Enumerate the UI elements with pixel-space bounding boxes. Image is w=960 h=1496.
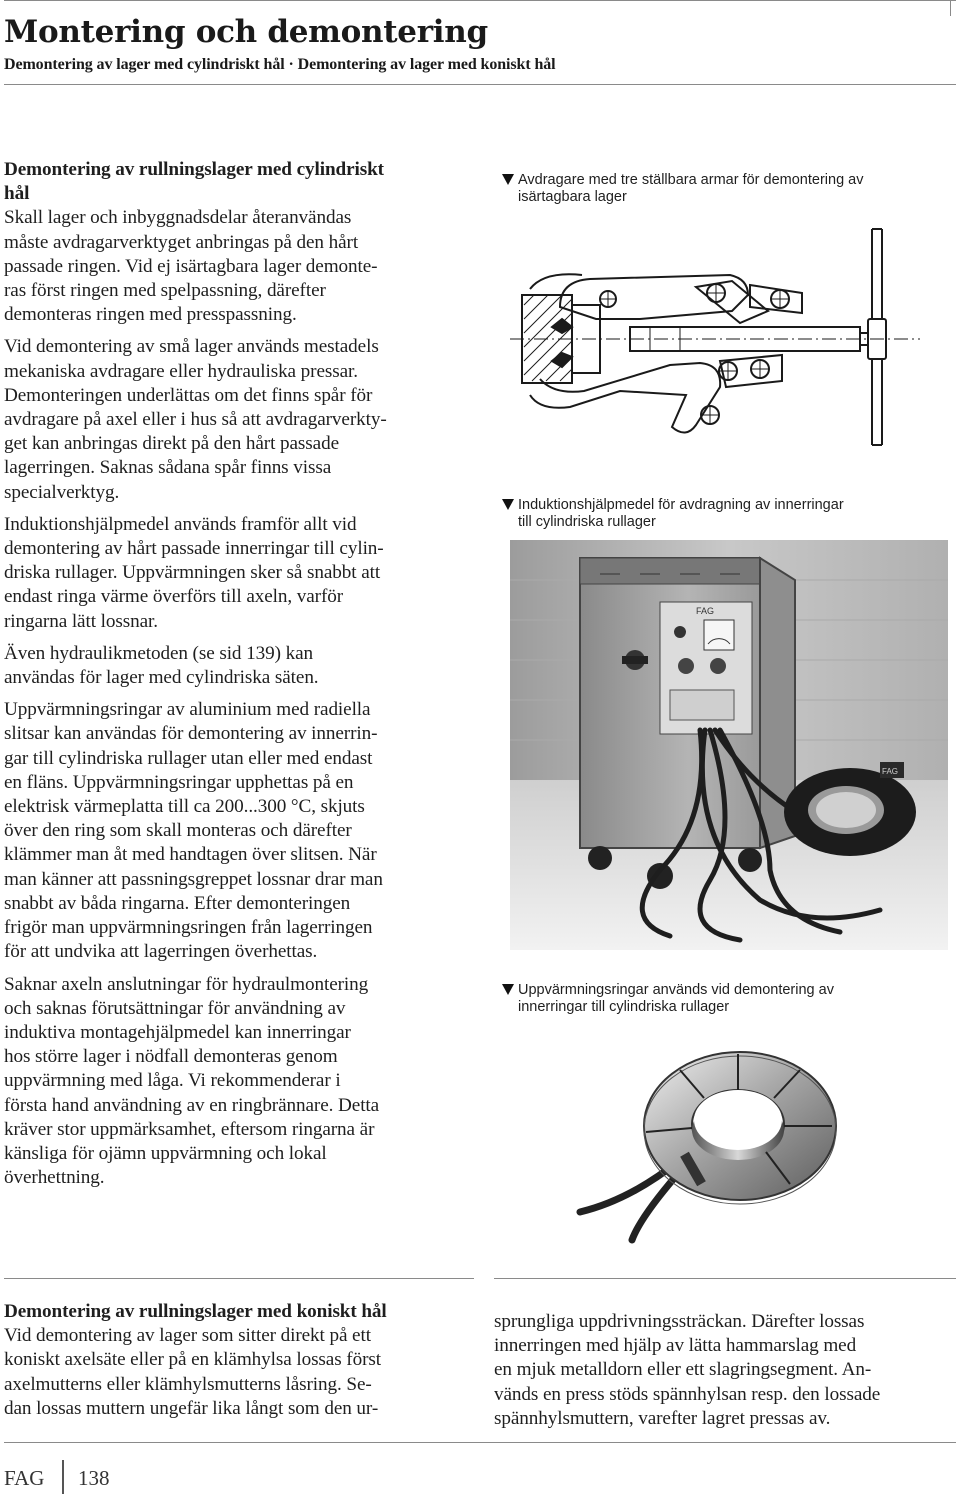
caption-line: Avdragare med tre ställbara armar för demontering av [518, 172, 864, 188]
text-line: mekaniska avdragare eller hydrauliska pressar. [4, 360, 358, 382]
text-line: dan lossas muttern ungefär lika långt som den ur- [4, 1397, 379, 1419]
text-line: första hand användning av en ringbrännare. Detta [4, 1094, 380, 1116]
text-line: hos större lager i nödfall demonteras genom [4, 1046, 338, 1068]
text-line: över den ring som skall monteras och därefter [4, 820, 352, 842]
caption-line: Uppvärmningsringar används vid demontering av [518, 982, 834, 998]
text-line: Även hydraulikmetoden (se sid 139) kan [4, 642, 313, 664]
page-footer [4, 1466, 204, 1494]
text-line: måste avdragarverktyget anbringas på den hårt [4, 231, 359, 253]
text-line: för att undvika att lagerringen överhettas. [4, 941, 318, 963]
text-line: sprungliga uppdrivningssträckan. Därefter lossas [494, 1311, 865, 1332]
text-line: Skall lager och inbyggnadsdelar återanvändas [4, 207, 352, 229]
text-line: en fläns. Uppvärmningsringar upphettas på en [4, 771, 354, 793]
coil-brand-label: FAG [882, 767, 899, 776]
puller-drawing [500, 215, 930, 460]
text-line: ringarna lätt lossnar. [4, 610, 158, 632]
text-line: endast ringa värme överförs till axeln, varför [4, 586, 344, 608]
text-line: Uppvärmningsringar av aluminium med radiella [4, 699, 371, 721]
text-line: elektrisk värmeplatta till ca 200...300 °C, skjuts [4, 796, 365, 818]
page-subtitle: Demontering av lager med cylindriskt hål · Demontering av lager med koniskt hål [4, 56, 556, 73]
text-line: driska rullager. Uppvärmningen sker så snabbt att [4, 562, 381, 584]
header-rule [4, 84, 956, 85]
top-right-tick [950, 0, 951, 16]
text-line: slitsar kan användas för demontering av innerrin- [4, 723, 378, 745]
text-line: passade ringen. Vid ej isärtagbara lager demonte- [4, 255, 378, 277]
heating-rings-photo [560, 1040, 880, 1250]
text-line: snabbt av båda ringarna. Efter demonteringen [4, 892, 351, 914]
heading-line: Demontering av rullningslager med cylindriskt [4, 159, 384, 180]
caption-line: till cylindriska rullager [518, 514, 656, 530]
page-number: 138 [78, 1466, 110, 1490]
text-line: induktiva montagehjälpmedel kan innerringar [4, 1021, 351, 1043]
cabinet-brand-label: FAG [696, 606, 715, 616]
page-title: Montering och demontering [4, 14, 488, 50]
text-line: användas för lager med cylindriska säten. [4, 667, 319, 689]
text-line: en mjuk metalldorn eller ett slagringsegment. An- [494, 1359, 872, 1381]
text-line: man känner att passningsgreppet lossnar drar man [4, 868, 383, 890]
text-line: demonteras ringen med presspassning. [4, 304, 297, 326]
top-rule [4, 0, 956, 1]
footer-separator [62, 1460, 64, 1494]
section-cylindrical [4, 158, 474, 1198]
text-line: koniskt axelsäte eller på en klämhylsa lossas först [4, 1349, 381, 1371]
text-line: demontering av hårt passade innerringar till cylin- [4, 538, 384, 560]
caption-line: innerringar till cylindriska rullager [518, 999, 730, 1015]
text-line: specialverktyg. [4, 481, 120, 503]
text-line: lagerringen. Saknas sådana spår finns vissa [4, 457, 332, 479]
text-line: spännhylsmuttern, varefter lagret pressas av. [494, 1407, 831, 1429]
text-line: vänds en press stöds spännhylsan resp. den lossade [494, 1383, 881, 1405]
figure-caption-heating-rings [502, 982, 952, 1018]
bottom-section-rule-right [494, 1278, 956, 1279]
section-heading-conical: Demontering av rullningslager med koniskt hål [4, 1301, 387, 1322]
text-line: Demonteringen underlättas om det finns spår för [4, 384, 373, 406]
text-line: Induktionshjälpmedel används framför allt vid [4, 513, 357, 535]
triangle-marker-icon [502, 984, 514, 995]
induction-heater-photo [510, 540, 948, 950]
footer-rule [4, 1442, 956, 1443]
section-conical-left [4, 1300, 474, 1421]
text-line: axelmutterns eller klämhylsmutterns låsring. Se- [4, 1373, 372, 1395]
text-line: och saknas förutsättningar för användning av [4, 997, 346, 1019]
caption-line: isärtagbara lager [518, 189, 627, 205]
triangle-marker-icon [502, 499, 514, 510]
footer-brand: FAG [4, 1466, 45, 1490]
text-line: överhettning. [4, 1167, 105, 1189]
text-line: kräver stor uppmärksamhet, eftersom ringarna är [4, 1118, 375, 1140]
bottom-section-rule-left [4, 1278, 474, 1279]
text-line: gar till cylindriska rullager utan eller med endast [4, 747, 373, 769]
section-conical-right [494, 1310, 956, 1431]
text-line: Saknar axeln anslutningar för hydraulmontering [4, 973, 369, 995]
paragraph [4, 206, 474, 327]
caption-line: Induktionshjälpmedel för avdragning av innerringar [518, 497, 844, 513]
text-line: get kan anbringas direkt på den hårt passade [4, 433, 339, 455]
figure-caption-puller [502, 172, 952, 208]
text-line: känsliga för ojämn uppvärmning och lokal [4, 1142, 327, 1164]
text-line: uppvärmning med låga. Vi rekommenderar i [4, 1070, 341, 1092]
triangle-marker-icon [502, 174, 514, 185]
figure-caption-induction [502, 497, 952, 533]
text-line: avdragare på axel eller i hus så att avdragarverkty- [4, 409, 387, 431]
text-line: klämmer man åt med handtagen över slitsen. När [4, 844, 377, 866]
paragraph [4, 698, 474, 964]
paragraph [4, 642, 474, 690]
text-line: ras först ringen med spelpassning, därefter [4, 280, 326, 302]
text-line: frigör man uppvärmningsringen från lagerringen [4, 917, 373, 939]
paragraph [4, 335, 474, 504]
paragraph [4, 513, 474, 634]
text-line: Vid demontering av små lager används mestadels [4, 336, 379, 358]
text-line: innerringen med hjälp av lätta hammarslag med [494, 1335, 857, 1357]
section-heading-cylindrical [4, 158, 474, 206]
paragraph [4, 973, 474, 1191]
heading-line: hål [4, 183, 30, 205]
text-line: Vid demontering av lager som sitter direkt på ett [4, 1325, 371, 1347]
